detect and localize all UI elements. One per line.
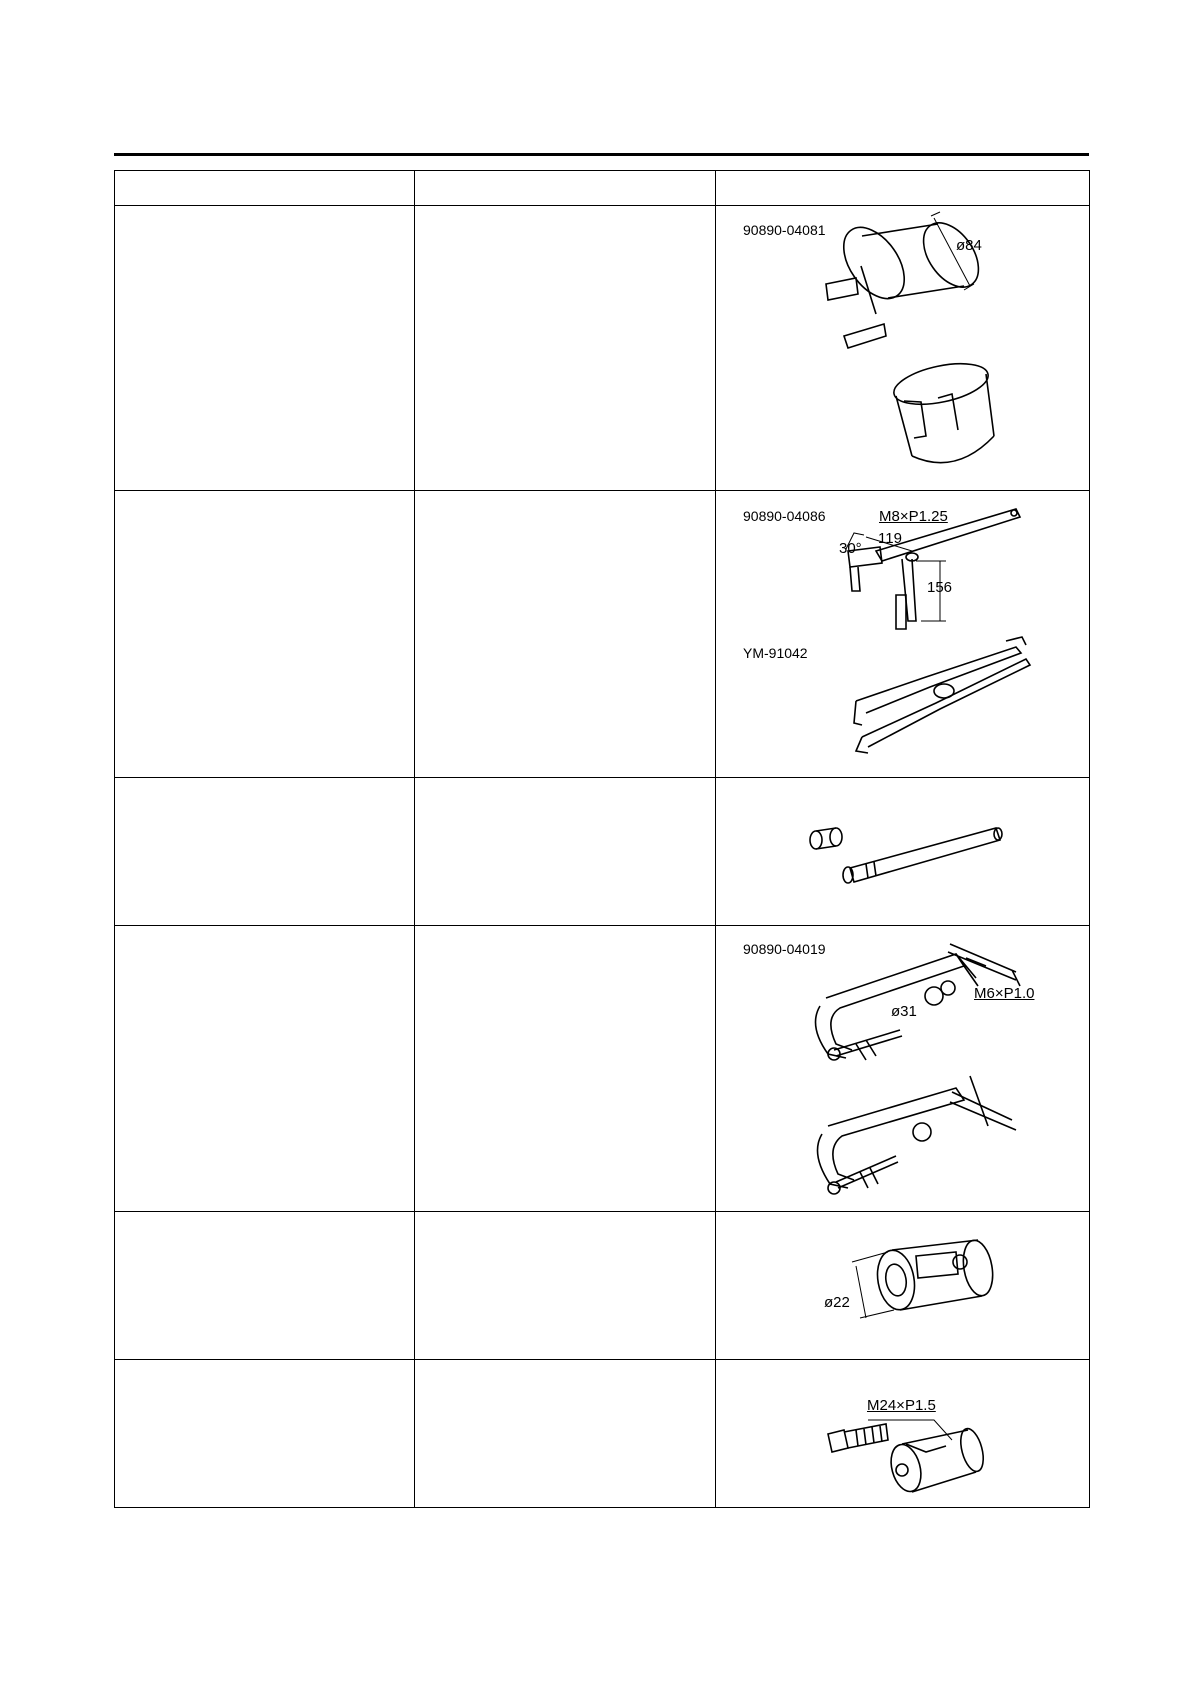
dimension-label: M6×P1.0 (974, 985, 1035, 1002)
alt-part-number: YM-91042 (743, 645, 808, 661)
part-number: 90890-04019 (743, 941, 826, 957)
tool-desc-cell (415, 1212, 716, 1360)
tool-illustration-cell (716, 1360, 1090, 1508)
tool-illustration-cell (716, 206, 1090, 491)
part-number: 90890-04081 (743, 222, 826, 238)
dimension-label: M8×P1.25 (879, 508, 948, 525)
tool-name-cell (115, 491, 415, 778)
table-row (115, 778, 1090, 926)
special-tools-table (114, 170, 1090, 1508)
part-number: 90890-04086 (743, 508, 826, 524)
clutch-holder-illustration (716, 206, 1090, 490)
sheave-holder-illustration (716, 491, 1090, 777)
table-row (115, 1360, 1090, 1508)
tool-name-cell (115, 1360, 415, 1508)
tool-desc-cell (415, 206, 716, 491)
table-row (115, 1212, 1090, 1360)
page-header-rule (114, 153, 1089, 156)
table-row (115, 491, 1090, 778)
dimension-label: 30° (839, 540, 862, 557)
tool-illustration-cell (716, 926, 1090, 1212)
tool-desc-cell (415, 491, 716, 778)
tool-illustration-cell (716, 778, 1090, 926)
valve-spring-compressor-attachment-illustration (716, 1212, 1090, 1359)
header-cell-2 (415, 171, 716, 206)
table-header-row (115, 171, 1090, 206)
bolt-and-sleeve-illustration (716, 1360, 1090, 1507)
dimension-label: ø22 (824, 1294, 850, 1311)
dimension-label: 119 (878, 530, 902, 547)
tool-name-cell (115, 206, 415, 491)
dimension-label: ø84 (956, 237, 982, 254)
driver-attachment-illustration (716, 778, 1090, 925)
dimension-label: M24×P1.5 (867, 1397, 936, 1414)
valve-spring-compressor-illustration (716, 926, 1090, 1211)
tool-illustration-cell (716, 1212, 1090, 1360)
tool-desc-cell (415, 1360, 716, 1508)
tool-name-cell (115, 926, 415, 1212)
dimension-label: ø31 (891, 1003, 917, 1020)
tool-name-cell (115, 778, 415, 926)
table-row (115, 206, 1090, 491)
tool-illustration-cell (716, 491, 1090, 778)
dimension-label: 156 (927, 579, 953, 596)
table-row (115, 926, 1090, 1212)
tool-name-cell (115, 1212, 415, 1360)
tool-desc-cell (415, 926, 716, 1212)
tool-desc-cell (415, 778, 716, 926)
header-cell-1 (115, 171, 415, 206)
header-cell-3 (716, 171, 1090, 206)
